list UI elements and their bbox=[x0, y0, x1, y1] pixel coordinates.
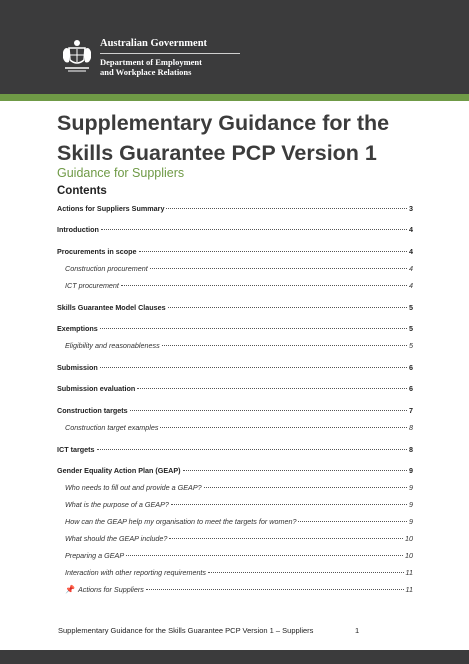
header-band bbox=[0, 0, 469, 94]
pushpin-icon: 📌 bbox=[65, 585, 75, 594]
toc-entry-title: Preparing a GEAP bbox=[65, 551, 125, 560]
toc-entry-page: 3 bbox=[409, 204, 413, 213]
toc-leader-dots bbox=[100, 328, 407, 329]
toc-entry-title: Gender Equality Action Plan (GEAP) bbox=[57, 466, 181, 475]
toc-entry-page: 7 bbox=[409, 406, 413, 415]
toc-leader-dots bbox=[97, 449, 407, 450]
toc-entry[interactable] bbox=[65, 264, 413, 273]
toc-leader-dots bbox=[171, 504, 407, 505]
toc-entry-page: 11 bbox=[405, 568, 413, 577]
toc-leader-dots bbox=[160, 427, 407, 428]
toc-leader-dots bbox=[137, 388, 407, 389]
toc-entry-page: 4 bbox=[409, 281, 413, 290]
toc-entry[interactable] bbox=[57, 406, 413, 415]
government-logo bbox=[60, 38, 240, 77]
toc-leader-dots bbox=[162, 345, 407, 346]
footer-text: Supplementary Guidance for the Skills Guarantee PCP Version 1 – Suppliers bbox=[58, 626, 314, 635]
toc-entry[interactable] bbox=[65, 585, 413, 594]
toc-entry[interactable] bbox=[65, 551, 413, 560]
toc-entry[interactable] bbox=[65, 423, 413, 432]
accent-bar bbox=[0, 94, 469, 101]
toc-entry[interactable] bbox=[57, 324, 413, 333]
toc-entry-page: 6 bbox=[409, 363, 413, 372]
toc-entry-title: ICT procurement bbox=[65, 281, 119, 290]
toc-entry[interactable] bbox=[57, 363, 413, 372]
toc-entry[interactable] bbox=[65, 568, 413, 577]
toc-entry[interactable] bbox=[57, 303, 413, 312]
toc-leader-dots bbox=[150, 268, 407, 269]
toc-entry-page: 4 bbox=[409, 247, 413, 256]
toc-entry[interactable] bbox=[57, 225, 413, 234]
department-name-line1: Department of Employment bbox=[100, 57, 202, 67]
toc-entry-title: What is the purpose of a GEAP? bbox=[65, 500, 169, 509]
toc-entry-title: Who needs to fill out and provide a GEAP? bbox=[65, 483, 202, 492]
toc-entry-page: 9 bbox=[409, 500, 413, 509]
toc-entry-title: Eligibility and reasonableness bbox=[65, 341, 160, 350]
toc-entry-page: 4 bbox=[409, 264, 413, 273]
toc-entry-page: 9 bbox=[409, 466, 413, 475]
toc-entry-title: Submission evaluation bbox=[57, 384, 136, 393]
document-subtitle: Guidance for Suppliers bbox=[57, 166, 185, 180]
toc-entry-title: Submission bbox=[57, 363, 98, 372]
toc-entry[interactable] bbox=[57, 247, 413, 256]
toc-leader-dots bbox=[166, 208, 407, 209]
toc-entry-title: Construction target examples bbox=[65, 423, 159, 432]
toc-entry-title: How can the GEAP help my organisation to meet the targets for women? bbox=[65, 517, 297, 526]
toc-entry-title: Exemptions bbox=[57, 324, 98, 333]
toc-leader-dots bbox=[204, 487, 407, 488]
toc-leader-dots bbox=[168, 307, 407, 308]
toc-entry-title: ICT targets bbox=[57, 445, 95, 454]
toc-entry[interactable] bbox=[65, 500, 413, 509]
government-name: Australian Government bbox=[100, 38, 208, 49]
toc-entry-page: 11 bbox=[405, 585, 413, 594]
toc-entry-title: Actions for Suppliers Summary bbox=[57, 204, 165, 213]
footer-band bbox=[0, 650, 469, 664]
toc-leader-dots bbox=[208, 572, 404, 573]
toc-entry[interactable] bbox=[65, 534, 413, 543]
toc-leader-dots bbox=[139, 251, 408, 252]
toc-leader-dots bbox=[183, 470, 407, 471]
toc-entry-page: 10 bbox=[405, 534, 413, 543]
toc-entry-page: 5 bbox=[409, 303, 413, 312]
toc-entry[interactable] bbox=[65, 341, 413, 350]
title-line-1: Supplementary Guidance for the bbox=[57, 111, 390, 135]
document-title bbox=[57, 108, 437, 168]
toc-entry[interactable] bbox=[57, 445, 413, 454]
toc-entry-title: Skills Guarantee Model Clauses bbox=[57, 303, 166, 312]
toc-entry-title: Actions for Suppliers bbox=[77, 585, 144, 594]
department-name-line2: and Workplace Relations bbox=[100, 67, 192, 77]
toc-leader-dots bbox=[298, 521, 407, 522]
toc-entry-title: What should the GEAP include? bbox=[65, 534, 168, 543]
footer-page-number: 1 bbox=[355, 626, 360, 635]
title-line-2: Skills Guarantee PCP Version 1 bbox=[57, 141, 377, 165]
toc-entry-page: 9 bbox=[409, 483, 413, 492]
toc-entry-title: Introduction bbox=[57, 225, 99, 234]
logo-divider bbox=[100, 53, 240, 54]
toc-entry-page: 9 bbox=[409, 517, 413, 526]
contents-heading: Contents bbox=[57, 185, 107, 197]
toc-entry[interactable] bbox=[57, 384, 413, 393]
toc-leader-dots bbox=[121, 285, 407, 286]
toc-leader-dots bbox=[146, 589, 404, 590]
toc-entry-title: Procurements in scope bbox=[57, 247, 137, 256]
toc-entry-page: 8 bbox=[409, 423, 413, 432]
toc-entry-title: Construction procurement bbox=[65, 264, 148, 273]
toc-entry[interactable] bbox=[57, 466, 413, 475]
toc-leader-dots bbox=[101, 229, 407, 230]
toc-entry-title: Interaction with other reporting requirements bbox=[65, 568, 207, 577]
toc-entry-title: Construction targets bbox=[57, 406, 128, 415]
toc-entry-page: 6 bbox=[409, 384, 413, 393]
toc-entry[interactable] bbox=[65, 483, 413, 492]
toc-entry[interactable] bbox=[65, 517, 413, 526]
toc-entry[interactable] bbox=[65, 281, 413, 290]
toc-entry[interactable] bbox=[57, 204, 413, 213]
coat-of-arms-icon bbox=[60, 38, 94, 76]
toc-entry-page: 5 bbox=[409, 341, 413, 350]
toc-leader-dots bbox=[100, 367, 407, 368]
toc-entry-page: 4 bbox=[409, 225, 413, 234]
toc-leader-dots bbox=[169, 538, 403, 539]
toc-entry-page: 5 bbox=[409, 324, 413, 333]
toc-leader-dots bbox=[130, 410, 407, 411]
toc-leader-dots bbox=[126, 555, 403, 556]
toc-entry-page: 8 bbox=[409, 445, 413, 454]
toc-entry-page: 10 bbox=[405, 551, 413, 560]
